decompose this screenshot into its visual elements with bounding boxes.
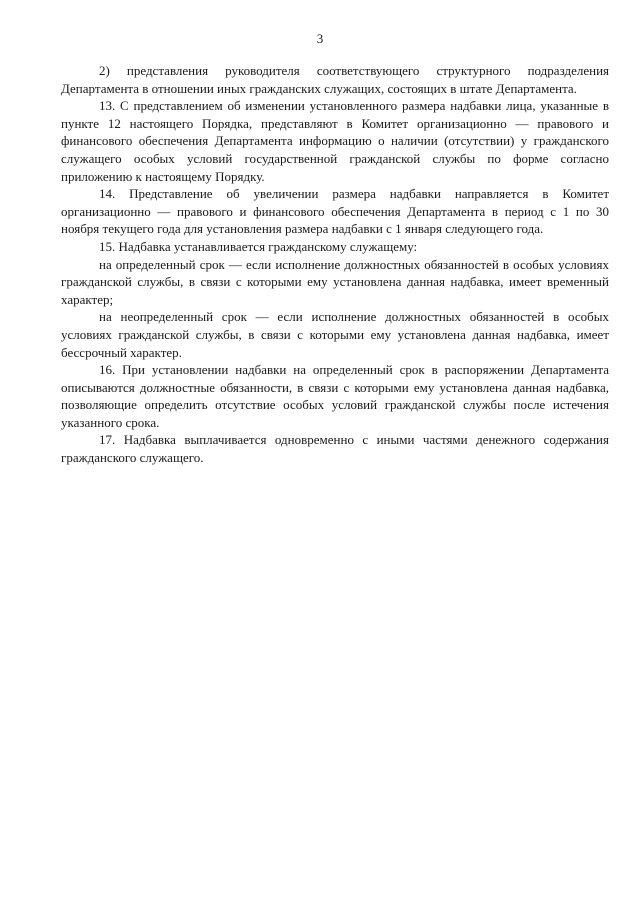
- page-number: 3: [316, 31, 324, 46]
- paragraph-14: 14. Представление об увеличении размера надбавки направляется в Комитет организационно — правового и финансового обеспечения Департамента в период с 1 по 30 ноября текущего года для установления размера надбавки с 1 января следующего года.: [61, 186, 609, 237]
- document-body: [61, 62, 609, 467]
- paragraph-item-2: 2) представления руководителя соответствующего структурного подразделения Департамента в отношении иных гражданских служащих, состоящих в штате Департамента.: [61, 63, 609, 96]
- paragraph-15-indefinite-term: на неопределенный срок — если исполнение должностных обязанностей в особых условиях гражданской службы, в связи с которыми ему установлена данная надбавка, имеет бессрочный характер.: [61, 309, 609, 360]
- paragraph-17: 17. Надбавка выплачивается одновременно с иными частями денежного содержания гражданского служащего.: [61, 432, 609, 466]
- paragraph-15: 15. Надбавка устанавливается гражданскому служащему:: [99, 238, 418, 254]
- paragraph-15-fixed-term: на определенный срок — если исполнение должностных обязанностей в особых условиях гражданской службы, в связи с которыми ему установлена данная надбавка, имеет временный характер;: [61, 256, 609, 307]
- paragraph-13: 13. С представлением об изменении установленного размера надбавки лица, указанные в пункте 12 настоящего Порядка, представляют в Комитет организационно — правового и финансового обеспечения Департамента информацию о наличии (отсутствии) у гражданского служащего особых условий государственной гражданской службы по форме согласно приложению к настоящему Порядку.: [61, 98, 609, 184]
- paragraph-16: 16. При установлении надбавки на определенный срок в распоряжении Департамента описываются должностные обязанности, в связи с которыми ему установлена данная надбавка, позволяющие определить отсутствие особых условий гражданской службы после истечения указанного срока.: [61, 362, 609, 430]
